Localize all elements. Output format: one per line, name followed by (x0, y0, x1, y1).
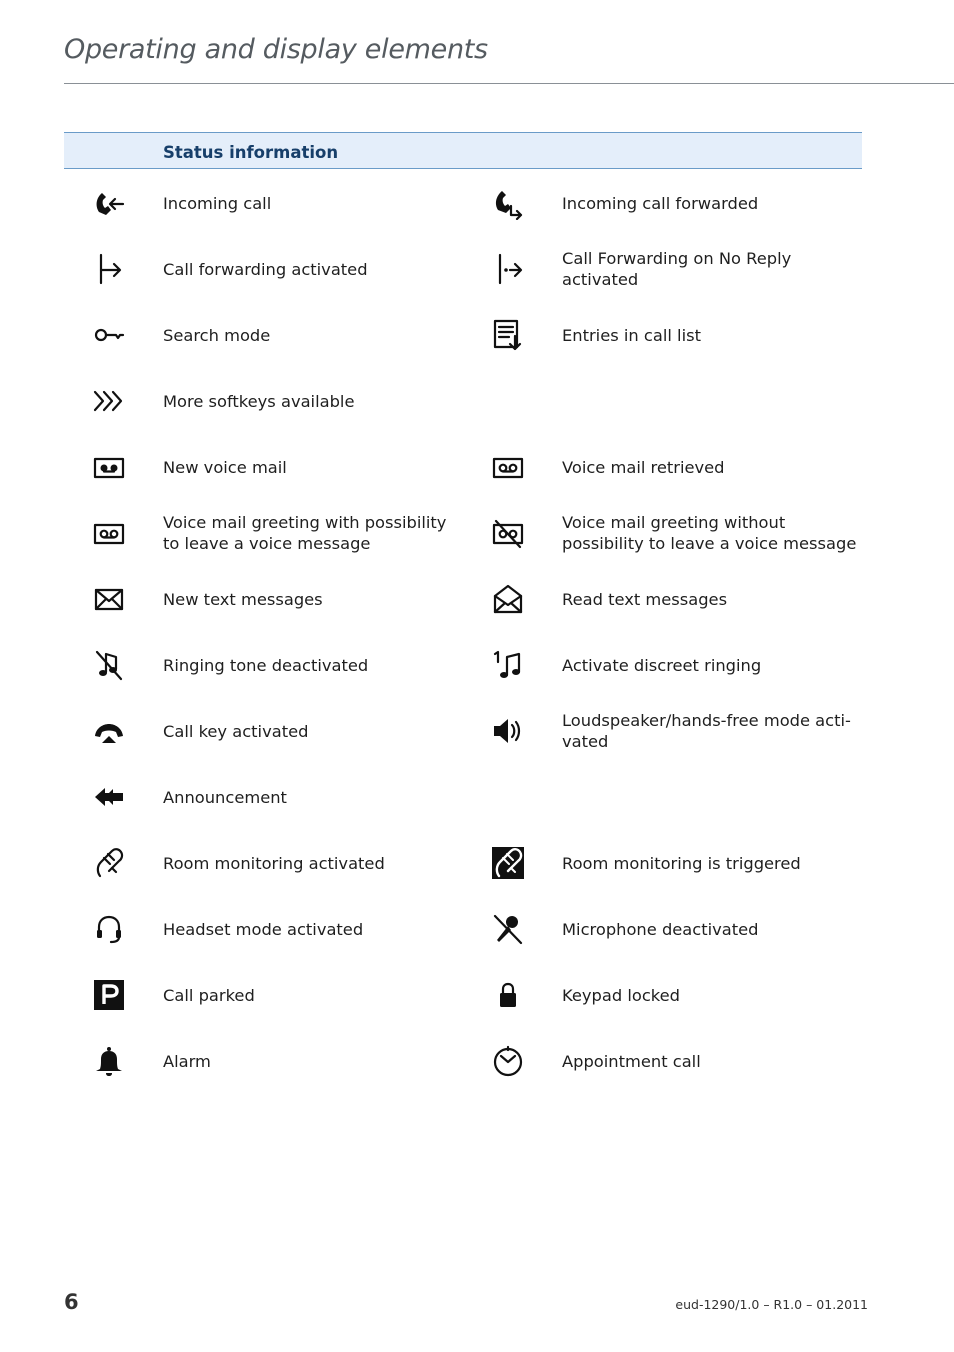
new-voice-mail-icon (92, 450, 126, 484)
status-label: Read text messages (562, 589, 728, 609)
room-monitoring-icon (92, 846, 126, 880)
status-label: Room monitoring activated (163, 853, 385, 873)
table-row (0, 632, 954, 698)
status-entry (0, 566, 480, 632)
status-entry (480, 632, 954, 698)
document-reference: eud-1290/1.0 – R1.0 – 01.2011 (675, 1297, 868, 1312)
status-entry (480, 566, 954, 632)
status-entry (480, 830, 954, 896)
announcement-icon (92, 780, 126, 814)
status-label: Activate discreet ringing (562, 655, 762, 675)
status-entry (0, 962, 480, 1028)
table-row (0, 170, 954, 236)
status-entry (480, 170, 954, 236)
table-row (0, 830, 954, 896)
table-row (0, 764, 954, 830)
voice-mail-greeting-disabled-icon (491, 516, 525, 550)
status-label: Call parked (163, 985, 255, 1005)
status-label: Headset mode activated (163, 919, 364, 939)
envelope-icon (92, 582, 126, 616)
microphone-off-icon (491, 912, 525, 946)
status-entry (0, 698, 480, 764)
table-row (0, 434, 954, 500)
page-number: 6 (64, 1290, 79, 1314)
call-key-icon (92, 714, 126, 748)
call-forwarding-icon (92, 252, 126, 286)
headset-icon (92, 912, 126, 946)
status-label: Announcement (163, 787, 287, 807)
status-entry (480, 500, 954, 566)
status-label: Ringing tone deactivated (163, 655, 369, 675)
search-key-icon (92, 318, 126, 352)
voice-mail-greeting-icon (92, 516, 126, 550)
bell-icon (92, 1044, 126, 1078)
status-label: Entries in call list (562, 325, 701, 345)
status-label: Incoming call forwarded (562, 193, 759, 213)
table-row (0, 566, 954, 632)
status-entry (0, 830, 480, 896)
status-entry (0, 170, 480, 236)
status-label: Voice mail greeting with possibility to leave a voice message (163, 513, 447, 553)
status-entry (480, 236, 954, 302)
status-label: Keypad locked (562, 985, 680, 1005)
envelope-open-icon (491, 582, 525, 616)
table-row (0, 368, 954, 434)
ringing-off-icon (92, 648, 126, 682)
status-label: Alarm (163, 1051, 211, 1071)
parking-icon (92, 978, 126, 1012)
status-entry (0, 302, 480, 368)
status-entry (0, 896, 480, 962)
table-row (0, 896, 954, 962)
table-row (0, 302, 954, 368)
voice-mail-retrieved-icon (491, 450, 525, 484)
status-entry (0, 434, 480, 500)
status-label: Call forwarding activated (163, 259, 368, 279)
table-row (0, 698, 954, 764)
status-label: Incoming call (163, 193, 272, 213)
table-row (0, 962, 954, 1028)
status-entry (0, 500, 480, 566)
status-entry (0, 236, 480, 302)
status-label: More softkeys available (163, 391, 355, 411)
table-row (0, 500, 954, 566)
status-label: Microphone deactivated (562, 919, 759, 939)
status-entry (480, 896, 954, 962)
status-entry (0, 632, 480, 698)
status-label: New voice mail (163, 457, 287, 477)
status-label: Loudspeaker/hands-free mode acti-vated (562, 711, 851, 751)
incoming-call-forwarded-icon (491, 186, 525, 220)
table-header (64, 132, 862, 169)
status-label: New text messages (163, 589, 323, 609)
loudspeaker-icon (491, 714, 525, 748)
status-label: Voice mail retrieved (562, 457, 725, 477)
table-row (0, 236, 954, 302)
incoming-call-icon (92, 186, 126, 220)
status-entry (480, 1028, 954, 1094)
status-entry (480, 302, 954, 368)
room-monitoring-triggered-icon (491, 846, 525, 880)
status-label: Search mode (163, 325, 271, 345)
call-forwarding-no-reply-icon (491, 252, 525, 286)
status-entry (480, 434, 954, 500)
status-entry (0, 368, 480, 434)
table-row (0, 1028, 954, 1094)
status-entry (0, 764, 480, 830)
page-title: Operating and display elements (64, 34, 488, 65)
status-entry (480, 698, 954, 764)
status-label: Room monitoring is triggered (562, 853, 801, 873)
status-label: Appointment call (562, 1051, 701, 1071)
status-table (0, 170, 954, 1094)
lock-icon (491, 978, 525, 1012)
call-list-icon (491, 318, 525, 352)
status-label: Call key activated (163, 721, 309, 741)
status-entry (480, 962, 954, 1028)
more-softkeys-icon (92, 384, 126, 418)
status-entry (0, 1028, 480, 1094)
clock-icon (491, 1044, 525, 1078)
section-header-label: Status information (163, 143, 339, 162)
status-label: Voice mail greeting without possibility to leave a voice message (562, 513, 857, 553)
discreet-ringing-icon (491, 648, 525, 682)
title-rule (64, 83, 954, 84)
status-label: Call Forwarding on No Reply activated (562, 249, 792, 289)
